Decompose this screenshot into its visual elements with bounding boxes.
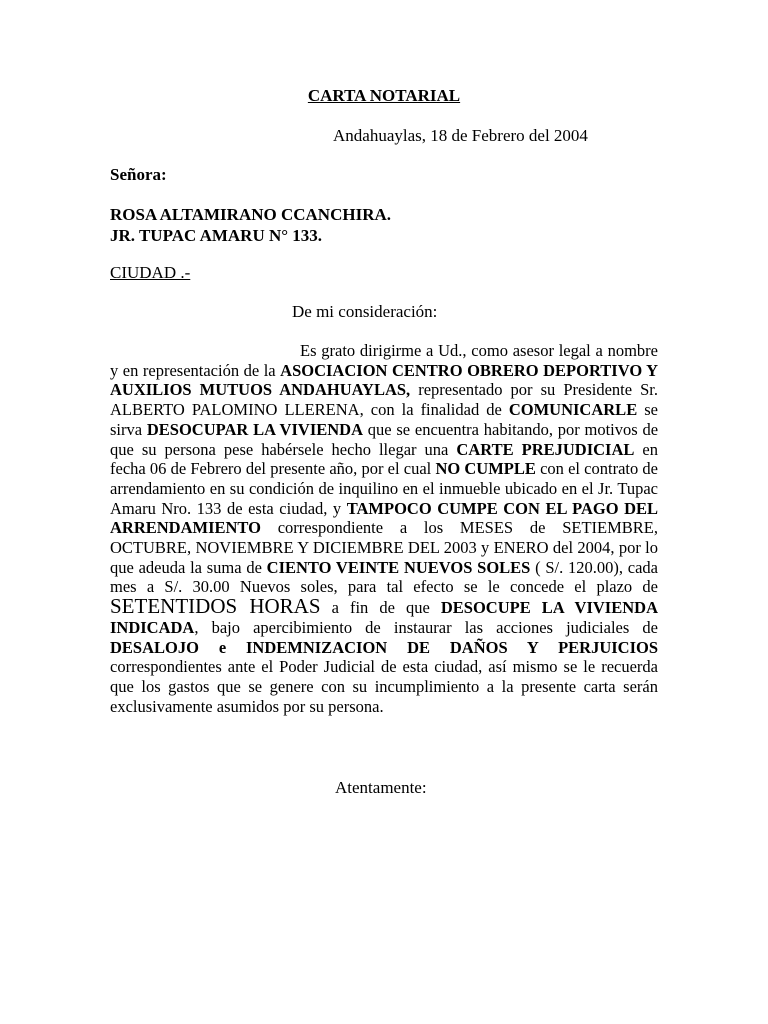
- body-bold-text: DESOCUPAR LA VIVIENDA: [146, 419, 363, 439]
- letter-title: CARTA NOTARIAL: [307, 86, 461, 105]
- body-text: con el contrato de arrendamiento en su condición de inquilino en el inmueble ubicado en el Jr. Tupac Amaru Nro. 133 de esta ciudad, y: [110, 459, 658, 518]
- date-line: Andahuaylas, 18 de Febrero del 2004: [333, 126, 588, 145]
- body-text: a fin de que: [320, 598, 441, 618]
- body-bold-text: ASOCIACION CENTRO OBRERO DEPORTIVO Y AUXILIOS MUTUOS ANDAHUAYLAS,: [110, 360, 658, 400]
- recipient-block: [110, 204, 391, 246]
- body-text: ( S/. 120.00), cada mes a S/. 30.00 Nuevos soles, para tal efecto se le concede el plazo de: [110, 557, 658, 597]
- body-text: en fecha 06 de Febrero del presente año, por el cual: [110, 439, 658, 479]
- letter-body: [110, 341, 658, 716]
- body-text: que se encuentra habitando, por motivos de que su persona pese habérsele hecho llegar una: [110, 419, 659, 459]
- body-text: se sirva: [110, 400, 658, 439]
- body-text: [199, 638, 219, 657]
- body-bold-text: DESALOJO: [110, 637, 199, 657]
- body-bold-text: NO CUMPLE: [435, 459, 536, 479]
- salutation: Señora:: [110, 165, 167, 184]
- recipient-address: JR. TUPAC AMARU N° 133.: [110, 226, 323, 245]
- body-bold-text: e: [218, 637, 227, 657]
- recipient-name: ROSA ALTAMIRANO CCANCHIRA.: [110, 205, 392, 224]
- body-bold-text: CARTE PREJUDICIAL: [456, 439, 635, 459]
- body-bold-text: COMUNICARLE: [508, 400, 638, 420]
- body-large-text: SETENTIDOS HORAS: [110, 594, 321, 619]
- body-bold-text: DESOCUPE LA VIVIENDA INDICADA: [110, 598, 658, 637]
- body-bold-text: TAMPOCO CUMPE CON EL PAGO DEL ARRENDAMIENTO: [110, 498, 658, 538]
- city-line: CIUDAD .-: [110, 263, 191, 282]
- body-text: , bajo apercibimiento de instaurar las acciones judiciales de: [194, 617, 658, 637]
- body-bold-text: INDEMNIZACION DE DAÑOS Y PERJUICIOS: [246, 637, 658, 657]
- body-text: Es grato dirigirme a Ud., como asesor legal a nombre y en representación de la: [110, 341, 658, 380]
- consideration-line: De mi consideración:: [292, 302, 438, 321]
- body-text: [226, 638, 246, 657]
- body-bold-text: CIENTO VEINTE NUEVOS SOLES: [266, 557, 531, 577]
- closing-line: Atentamente:: [335, 778, 427, 797]
- body-text: correspondientes ante el Poder Judicial de esta ciudad, así mismo se le recuerda que los gastos que se genere con su incumplimiento a la presente carta serán exclusivamente asumidos por su persona.: [110, 657, 658, 716]
- body-text: representado por su Presidente Sr. ALBERTO PALOMINO LLERENA, con la finalidad de: [110, 380, 658, 420]
- body-text: correspondiente a los MESES de SETIEMBRE, OCTUBRE, NOVIEMBRE Y DICIEMBRE DEL 2003 y ENERO del 2004, por lo que adeuda la suma de: [110, 518, 658, 577]
